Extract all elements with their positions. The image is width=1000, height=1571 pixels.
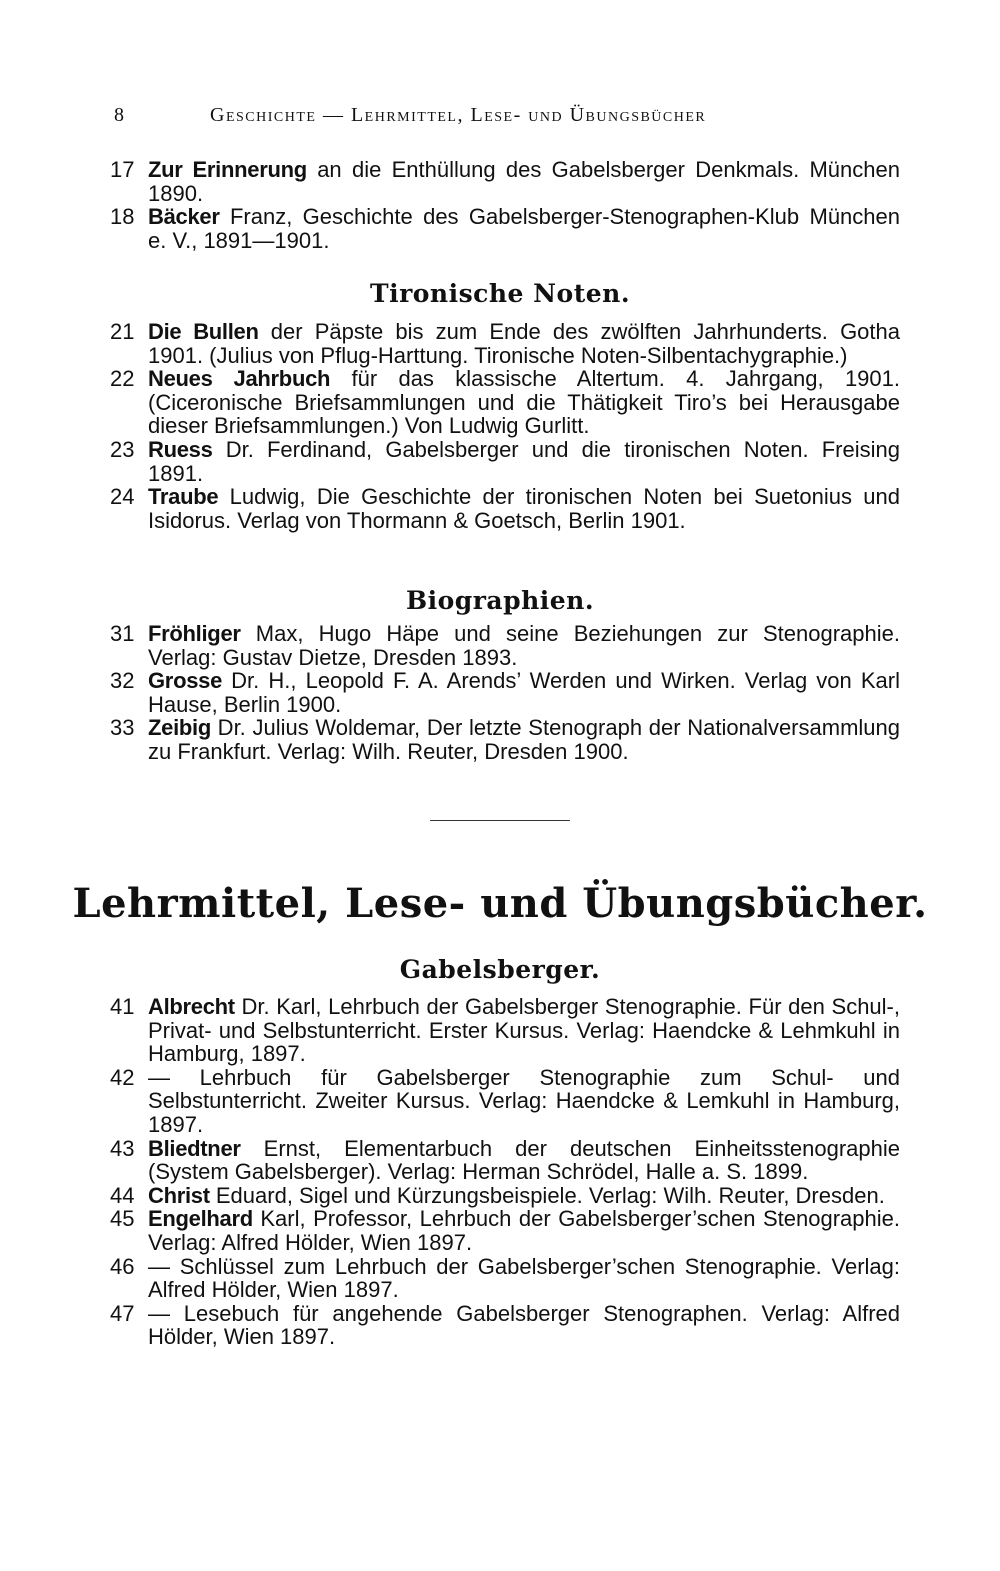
- entry-21: [110, 320, 900, 367]
- running-head: [114, 104, 904, 132]
- entry-18: [110, 205, 900, 252]
- major-heading: Lehrmittel, Lese- und Übungsbücher.: [72, 880, 928, 927]
- entry-author: Ruess: [148, 436, 213, 462]
- entry-32: [110, 669, 900, 716]
- entry-text: Karl, Professor, Lehrbuch der Gabelsberger’schen Stenographie. Verlag: Alfred Hölder, Wien 1897.: [148, 1206, 900, 1255]
- entry-number: 44: [110, 1182, 135, 1208]
- entry-text: für das klassische Altertum. 4. Jahrgang, 1901. (Ciceronische Briefsammlungen und die Thätigkeit Tiro’s bei Herausgabe dieser Briefsammlungen.) Von Ludwig Gurlitt.: [148, 366, 900, 439]
- entry-33: [110, 716, 900, 763]
- section-heading-gabelsberger: Gabelsberger.: [399, 955, 601, 984]
- entry-47: [110, 1302, 900, 1349]
- entry-author: Die Bullen: [148, 319, 259, 344]
- entry-text: Dr. Julius Woldemar, Der letzte Stenograph der Nationalversammlung zu Frankfurt. Verlag: Wilh. Reuter, Dresden 1900.: [148, 715, 900, 764]
- entry-45: [110, 1207, 900, 1254]
- entry-22: [110, 367, 900, 438]
- entry-number: 43: [110, 1135, 135, 1161]
- entry-number: 32: [110, 668, 135, 694]
- entry-text: an die Enthüllung des Gabelsberger Denkmals. München 1890.: [148, 157, 900, 206]
- entry-author: Fröhliger: [148, 621, 241, 646]
- section-heading-biographien: Biographien.: [405, 586, 595, 615]
- entry-44: [110, 1184, 900, 1208]
- entry-43: [110, 1137, 900, 1184]
- entry-17: [110, 158, 900, 205]
- entries-block-4: [110, 995, 900, 1349]
- entries-block-1: [110, 158, 900, 252]
- entry-42: [110, 1066, 900, 1137]
- entry-author: Albrecht: [148, 994, 235, 1019]
- entry-author: Traube: [148, 484, 219, 510]
- running-title: Geschichte — Lehrmittel, Lese- und Übungsbücher: [210, 104, 707, 126]
- entries-block-3: [110, 622, 900, 764]
- entry-text: — Schlüssel zum Lehrbuch der Gabelsberger’schen Stenographie. Verlag: Alfred Hölder, Wien 1897.: [148, 1253, 900, 1303]
- entry-number: 42: [110, 1064, 135, 1090]
- entry-text: — Lesebuch für angehende Gabelsberger Stenographen. Verlag: Alfred Hölder, Wien 1897.: [148, 1300, 900, 1350]
- entry-number: 22: [110, 366, 135, 392]
- entry-text: — Lehrbuch für Gabelsberger Stenographie zum Schul- und Selbstunterricht. Zweiter Kursus. Verlag: Haendcke & Lemkuhl in Hamburg, 1897.: [148, 1064, 900, 1137]
- entry-number: 31: [110, 621, 135, 646]
- entries-block-2: [110, 320, 900, 532]
- entry-text: Dr. Ferdinand, Gabelsberger und die tironischen Noten. Freising 1891.: [148, 436, 900, 486]
- entry-text: Ludwig, Die Geschichte der tironischen Noten bei Suetonius und Isidorus. Verlag von Thormann & Goetsch, Berlin 1901.: [148, 484, 900, 533]
- entry-text: Max, Hugo Häpe und seine Beziehungen zur Stenographie. Verlag: Gustav Dietze, Dresden 1893.: [148, 621, 900, 670]
- entry-number: 46: [110, 1253, 135, 1279]
- entry-author: Zeibig: [148, 715, 211, 741]
- entry-number: 24: [110, 484, 135, 510]
- entry-author: Grosse: [148, 668, 223, 694]
- entry-number: 18: [110, 204, 135, 230]
- entry-text: Eduard, Sigel und Kürzungsbeispiele. Verlag: Wilh. Reuter, Dresden.: [209, 1182, 885, 1208]
- entry-number: 33: [110, 715, 135, 741]
- page-number: 8: [114, 104, 125, 126]
- entry-number: 41: [110, 994, 135, 1019]
- entry-46: [110, 1255, 900, 1302]
- entry-text: der Päpste bis zum Ende des zwölften Jahrhunderts. Gotha 1901. (Julius von Pflug-Harttung. Tironische Noten-Silbentachygraphie.): [148, 319, 901, 368]
- section-heading-tironische-noten: Tironische Noten.: [369, 279, 631, 308]
- entry-41: [110, 995, 900, 1066]
- entry-23: [110, 438, 900, 485]
- entry-number: 23: [110, 436, 135, 462]
- entry-31: [110, 622, 900, 669]
- entry-author: Bäcker: [148, 204, 220, 230]
- entry-number: 17: [110, 157, 135, 182]
- entry-author: Zur Erinnerung: [148, 157, 307, 182]
- entry-author: Bliedtner: [148, 1135, 241, 1161]
- entry-number: 21: [110, 319, 135, 344]
- entry-author: Christ: [148, 1182, 210, 1208]
- entry-number: 45: [110, 1206, 135, 1232]
- entry-author: Neues Jahrbuch: [148, 366, 331, 392]
- entry-text: Dr. H., Leopold F. A. Arends’ Werden und Wirken. Verlag von Karl Hause, Berlin 1900.: [148, 668, 900, 717]
- entry-number: 47: [110, 1300, 135, 1326]
- entry-text: Ernst, Elementarbuch der deutschen Einheitsstenographie (System Gabelsberger). Verlag: Herman Schrödel, Halle a. S. 1899.: [148, 1135, 900, 1185]
- entry-text: Dr. Karl, Lehrbuch der Gabelsberger Stenographie. Für den Schul-, Privat- und Selbstunterricht. Erster Kursus. Verlag: Haendcke & Lehmkuhl in Hamburg, 1897.: [148, 994, 900, 1067]
- entry-text: Franz, Geschichte des Gabelsberger-Stenographen-Klub München e. V., 1891—1901.: [148, 204, 900, 253]
- entry-author: Engelhard: [148, 1206, 253, 1232]
- section-divider: [430, 820, 570, 821]
- entry-24: [110, 485, 900, 532]
